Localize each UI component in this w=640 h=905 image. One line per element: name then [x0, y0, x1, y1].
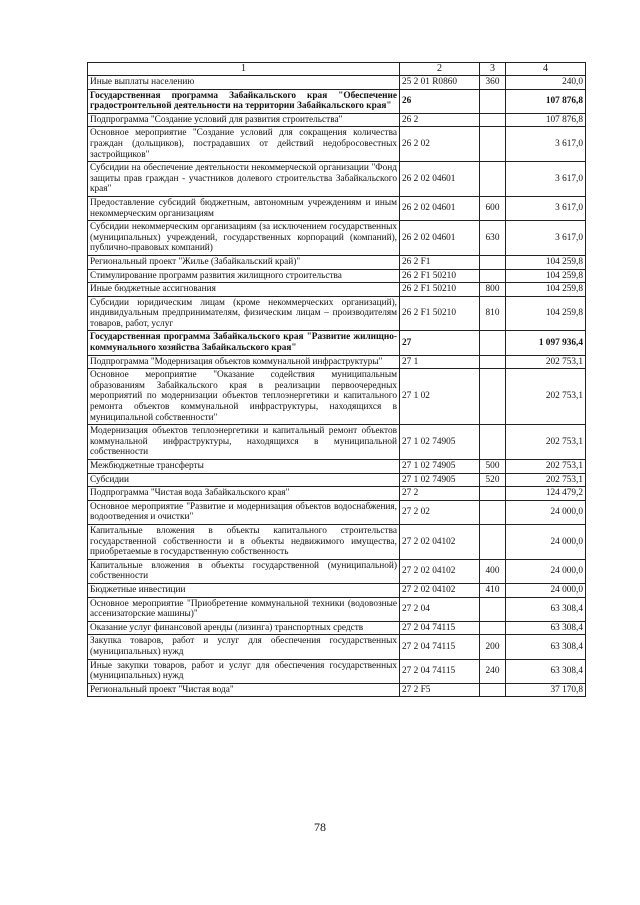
row-code-cell: 27 2 02 04102 [400, 559, 480, 583]
row-sum-cell: 3 617,0 [506, 196, 586, 220]
row-code-cell: 25 2 01 R0860 [400, 76, 480, 90]
header-col-2: 2 [400, 63, 480, 76]
table-row [88, 113, 586, 127]
row-name-cell: Капитальные вложения в объекты капитального строительства государственной собственности и в объекты недвижимого имущества, приобретаемые в государственную собственность [88, 524, 400, 559]
row-name-cell: Субсидии на обеспечение деятельности некоммерческой организации "Фонд защиты прав граждан - участников долевого строительства Забайкальского края" [88, 162, 400, 197]
budget-table-body [88, 63, 586, 697]
row-expense-type-cell [480, 500, 506, 524]
row-sum-cell: 1 097 936,4 [506, 331, 586, 355]
row-expense-type-cell [480, 369, 506, 425]
row-expense-type-cell: 200 [480, 635, 506, 659]
row-sum-cell: 63 308,4 [506, 635, 586, 659]
row-sum-cell: 24 000,0 [506, 500, 586, 524]
table-row [88, 255, 586, 269]
row-sum-cell: 107 876,8 [506, 89, 586, 113]
row-code-cell: 26 2 [400, 113, 480, 127]
row-expense-type-cell: 500 [480, 460, 506, 474]
row-name-cell: Основное мероприятие "Оказание содействия муниципальным образованиям Забайкальского края в реализации первоочередных мероприятий по модернизации объектов теплоэнергетики и капитального ремонта объектов коммунальной инфраструктуры, находящихся в муниципальной собственности" [88, 369, 400, 425]
table-row [88, 659, 586, 683]
row-expense-type-cell [480, 355, 506, 369]
row-name-cell: Капитальные вложения в объекты государственной (муниципальной) собственности [88, 559, 400, 583]
row-name-cell: Государственная программа Забайкальского края "Развитие жилищно-коммунального хозяйства Забайкальского края" [88, 331, 400, 355]
table-row [88, 76, 586, 90]
row-expense-type-cell [480, 89, 506, 113]
row-sum-cell: 3 617,0 [506, 221, 586, 256]
row-expense-type-cell: 600 [480, 196, 506, 220]
row-code-cell: 27 2 04 [400, 597, 480, 621]
row-expense-type-cell: 410 [480, 583, 506, 597]
row-expense-type-cell [480, 162, 506, 197]
row-code-cell: 26 2 02 04601 [400, 162, 480, 197]
row-sum-cell: 202 753,1 [506, 369, 586, 425]
row-sum-cell: 104 259,8 [506, 255, 586, 269]
row-expense-type-cell: 400 [480, 559, 506, 583]
row-code-cell: 27 2 04 74115 [400, 659, 480, 683]
table-row [88, 473, 586, 487]
page-number: 78 [314, 820, 326, 834]
row-code-cell: 27 [400, 331, 480, 355]
row-sum-cell: 63 308,4 [506, 659, 586, 683]
row-code-cell: 26 [400, 89, 480, 113]
row-expense-type-cell: 360 [480, 76, 506, 90]
row-sum-cell: 24 000,0 [506, 559, 586, 583]
budget-table [87, 62, 586, 697]
row-expense-type-cell: 810 [480, 296, 506, 331]
row-sum-cell: 202 753,1 [506, 425, 586, 460]
table-row [88, 460, 586, 474]
row-expense-type-cell: 520 [480, 473, 506, 487]
row-name-cell: Субсидии юридическим лицам (кроме некоммерческих организаций), индивидуальным предпринимателям, физическим лицам – производителям товаров, работ, услуг [88, 296, 400, 331]
row-sum-cell: 24 000,0 [506, 583, 586, 597]
table-row [88, 196, 586, 220]
row-code-cell: 27 2 04 74115 [400, 621, 480, 635]
row-code-cell: 27 2 F5 [400, 683, 480, 697]
row-name-cell: Иные выплаты населению [88, 76, 400, 90]
header-col-1: 1 [88, 63, 400, 76]
row-sum-cell: 202 753,1 [506, 460, 586, 474]
row-code-cell: 26 2 F1 [400, 255, 480, 269]
row-name-cell: Основное мероприятие "Развитие и модернизация объектов водоснабжения, водоотведения и очистки" [88, 500, 400, 524]
row-name-cell: Субсидии некоммерческим организациям (за исключением государственных (муниципальных) учреждений, государственных корпораций (компаний), публично-правовых компаний) [88, 221, 400, 256]
row-code-cell: 27 1 02 74905 [400, 473, 480, 487]
row-name-cell: Иные бюджетные ассигнования [88, 283, 400, 297]
row-code-cell: 27 1 02 74905 [400, 460, 480, 474]
row-code-cell: 27 1 [400, 355, 480, 369]
table-row [88, 331, 586, 355]
row-expense-type-cell [480, 524, 506, 559]
row-expense-type-cell [480, 331, 506, 355]
row-expense-type-cell: 800 [480, 283, 506, 297]
row-code-cell: 27 1 02 74905 [400, 425, 480, 460]
row-name-cell: Межбюджетные трансферты [88, 460, 400, 474]
row-expense-type-cell [480, 269, 506, 283]
row-expense-type-cell [480, 113, 506, 127]
row-code-cell: 27 2 02 04102 [400, 524, 480, 559]
table-row [88, 559, 586, 583]
row-expense-type-cell [480, 683, 506, 697]
row-expense-type-cell [480, 621, 506, 635]
row-name-cell: Бюджетные инвестиции [88, 583, 400, 597]
row-sum-cell: 3 617,0 [506, 162, 586, 197]
row-expense-type-cell: 630 [480, 221, 506, 256]
row-sum-cell: 37 170,8 [506, 683, 586, 697]
header-col-3: 3 [480, 63, 506, 76]
row-expense-type-cell [480, 487, 506, 501]
row-sum-cell: 104 259,8 [506, 269, 586, 283]
row-code-cell: 27 2 02 04102 [400, 583, 480, 597]
row-sum-cell: 202 753,1 [506, 473, 586, 487]
table-row [88, 524, 586, 559]
row-expense-type-cell [480, 425, 506, 460]
row-sum-cell: 3 617,0 [506, 127, 586, 162]
table-row [88, 369, 586, 425]
row-code-cell: 26 2 F1 50210 [400, 296, 480, 331]
row-expense-type-cell [480, 255, 506, 269]
row-sum-cell: 104 259,8 [506, 296, 586, 331]
table-row [88, 127, 586, 162]
row-sum-cell: 240,0 [506, 76, 586, 90]
row-expense-type-cell [480, 127, 506, 162]
row-name-cell: Государственная программа Забайкальского края "Обеспечение градостроительной деятельности на территории Забайкальского края" [88, 89, 400, 113]
row-code-cell: 27 2 [400, 487, 480, 501]
table-row [88, 283, 586, 297]
table-row [88, 89, 586, 113]
row-name-cell: Основное мероприятие "Создание условий для сокращения количества граждан (дольщиков), пострадавших от действий недобросовестных застройщиков" [88, 127, 400, 162]
row-name-cell: Субсидии [88, 473, 400, 487]
row-expense-type-cell: 240 [480, 659, 506, 683]
row-name-cell: Подпрограмма "Создание условий для развития строительства" [88, 113, 400, 127]
table-row [88, 162, 586, 197]
row-name-cell: Подпрограмма "Модернизация объектов коммунальной инфраструктуры" [88, 355, 400, 369]
table-row [88, 597, 586, 621]
row-name-cell: Региональный проект "Жилье (Забайкальский край)" [88, 255, 400, 269]
row-name-cell: Основное мероприятие "Приобретение коммунальной техники (водовозные ассенизаторские машины)" [88, 597, 400, 621]
row-sum-cell: 63 308,4 [506, 621, 586, 635]
table-row [88, 355, 586, 369]
row-name-cell: Закупка товаров, работ и услуг для обеспечения государственных (муниципальных) нужд [88, 635, 400, 659]
table-row [88, 635, 586, 659]
row-sum-cell: 63 308,4 [506, 597, 586, 621]
row-name-cell: Оказание услуг финансовой аренды (лизинга) транспортных средств [88, 621, 400, 635]
row-name-cell: Подпрограмма "Чистая вода Забайкальского края" [88, 487, 400, 501]
row-code-cell: 26 2 02 04601 [400, 221, 480, 256]
row-expense-type-cell [480, 597, 506, 621]
row-code-cell: 27 2 04 74115 [400, 635, 480, 659]
table-row [88, 500, 586, 524]
row-code-cell: 27 2 02 [400, 500, 480, 524]
row-code-cell: 26 2 F1 50210 [400, 283, 480, 297]
row-name-cell: Стимулирование программ развития жилищного строительства [88, 269, 400, 283]
row-sum-cell: 107 876,8 [506, 113, 586, 127]
table-row [88, 269, 586, 283]
row-code-cell: 26 2 02 [400, 127, 480, 162]
table-row [88, 221, 586, 256]
row-code-cell: 26 2 02 04601 [400, 196, 480, 220]
row-sum-cell: 124 479,2 [506, 487, 586, 501]
table-row [88, 296, 586, 331]
row-name-cell: Предоставление субсидий бюджетным, автономным учреждениям и иным некоммерческим организациям [88, 196, 400, 220]
row-name-cell: Модернизация объектов теплоэнергетики и капитальный ремонт объектов коммунальной инфраструктуры, находящихся в муниципальной собственности [88, 425, 400, 460]
table-row [88, 583, 586, 597]
table-row [88, 683, 586, 697]
row-sum-cell: 24 000,0 [506, 524, 586, 559]
table-header-row [88, 63, 586, 76]
row-code-cell: 27 1 02 [400, 369, 480, 425]
table-row [88, 425, 586, 460]
row-name-cell: Иные закупки товаров, работ и услуг для обеспечения государственных (муниципальных) нужд [88, 659, 400, 683]
row-sum-cell: 104 259,8 [506, 283, 586, 297]
table-row [88, 621, 586, 635]
row-sum-cell: 202 753,1 [506, 355, 586, 369]
row-name-cell: Региональный проект "Чистая вода" [88, 683, 400, 697]
row-code-cell: 26 2 F1 50210 [400, 269, 480, 283]
table-row [88, 487, 586, 501]
header-col-4: 4 [506, 63, 586, 76]
